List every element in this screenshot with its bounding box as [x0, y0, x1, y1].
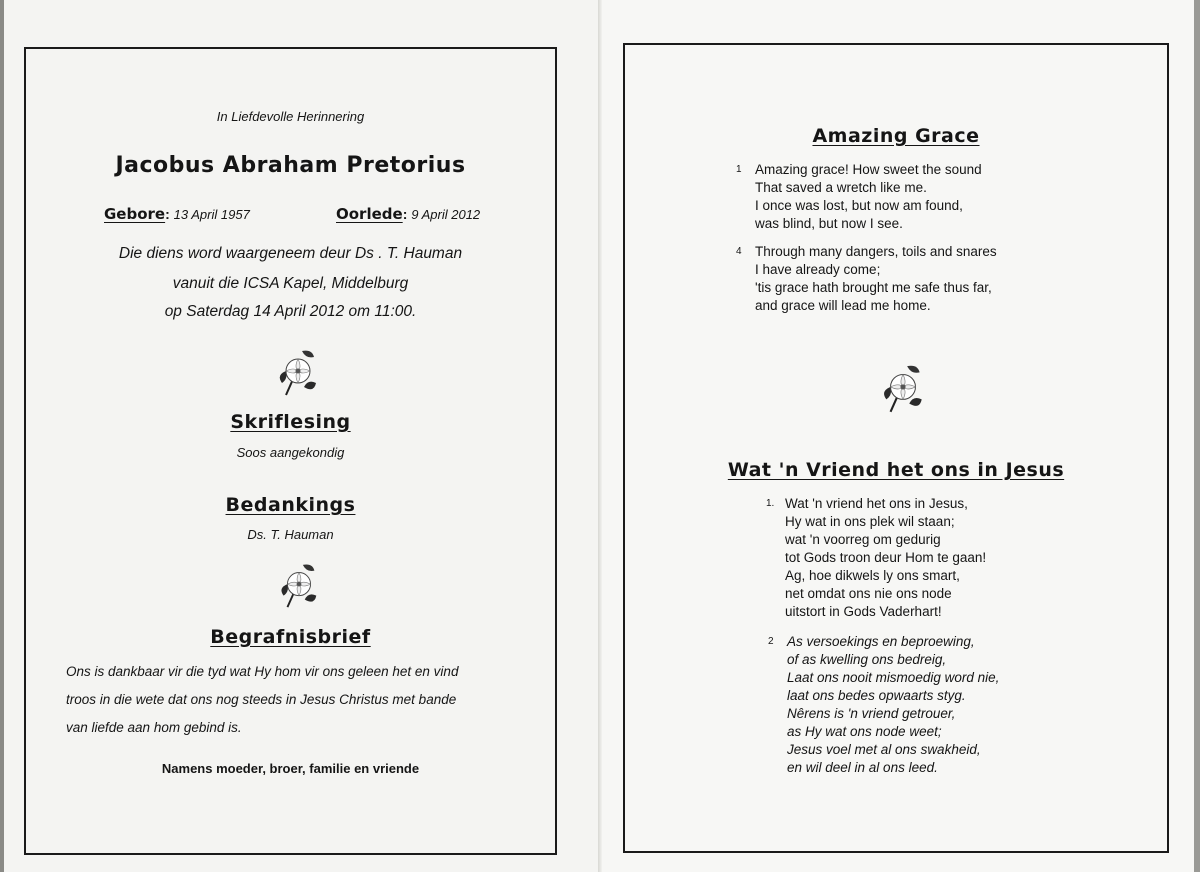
verse-line: uitstort in Gods Vaderhart!: [785, 604, 942, 619]
hymn2-verse-2: [768, 633, 1000, 777]
flower-icon: [274, 561, 324, 611]
right-panel: [623, 43, 1169, 853]
verse-line: As versoekings en beproewing,: [787, 634, 975, 649]
section-title-begrafnisbrief: Begrafnisbrief: [210, 626, 371, 648]
verse-line: Wat 'n vriend het ons in Jesus,: [785, 496, 968, 511]
hymn2-title: Wat 'n Vriend het ons in Jesus: [727, 459, 1065, 481]
letter-line: van liefde aan hom gebind is.: [66, 720, 242, 735]
verse-line: Amazing grace! How sweet the sound: [755, 162, 982, 177]
verse-line: wat 'n voorreg om gedurig: [785, 532, 941, 547]
verse-line: laat ons bedes opwaarts styg.: [787, 688, 966, 703]
verse-line: Ag, hoe dikwels ly ons smart,: [785, 568, 960, 583]
section-title-skriflesing: Skriflesing: [230, 411, 351, 433]
verse-line: Hy wat in ons plek wil staan;: [785, 514, 955, 529]
died-label: Oorlede: [336, 205, 403, 223]
verse-line: I have already come;: [755, 262, 881, 277]
flower-icon: [272, 347, 324, 399]
closing-text: Namens moeder, broer, familie en vriende: [161, 761, 420, 776]
letter-line: Ons is dankbaar vir die tyd wat Hy hom vir ons geleen het en vind: [66, 664, 459, 679]
scan-edge-right: [1194, 0, 1200, 872]
born-date: 13 April 1957: [173, 207, 250, 222]
verse-line: That saved a wretch like me.: [755, 180, 927, 195]
flower-icon: [876, 361, 930, 417]
page-fold: [598, 0, 602, 872]
verse-line: Nêrens is 'n vriend getrouer,: [787, 706, 956, 721]
left-panel: [24, 47, 557, 855]
hymn2-verse-1: [766, 495, 987, 621]
verse-line: tot Gods troon deur Hom te gaan!: [785, 550, 987, 565]
verse-line: net omdat ons nie ons node: [785, 586, 952, 601]
verse-number: 1.: [766, 498, 775, 509]
hymn1-title: Amazing Grace: [812, 125, 980, 147]
verse-line: was blind, but now I see.: [755, 216, 903, 231]
hymn1-verse-4: [736, 243, 997, 315]
letter-text: [66, 658, 526, 742]
verse-line: Laat ons nooit mismoedig word nie,: [787, 670, 1000, 685]
section-title-bedankings: Bedankings: [225, 494, 356, 516]
scan-edge-left: [0, 0, 4, 872]
service-line-1: Die diens word waargeneem deur Ds . T. Hauman: [118, 245, 463, 262]
born-label: Gebore: [104, 205, 166, 223]
section-sub-skriflesing: Soos aangekondig: [236, 445, 345, 460]
verse-line: I once was lost, but now am found,: [755, 198, 963, 213]
service-line-2: vanuit die ICSA Kapel, Middelburg: [172, 275, 409, 292]
verse-line: 'tis grace hath brought me safe thus far,: [755, 280, 992, 295]
letter-line: troos in die wete dat ons nog steeds in Jesus Christus met bande: [66, 692, 457, 707]
verse-line: as Hy wat ons node weet;: [787, 724, 942, 739]
verse-line: Through many dangers, toils and snares: [755, 244, 997, 259]
verse-number: 2: [768, 636, 774, 647]
verse-line: en wil deel in al ons leed.: [787, 760, 938, 775]
verse-line: of as kwelling ons bedreig,: [787, 652, 947, 667]
deceased-name: Jacobus Abraham Pretorius: [115, 153, 466, 178]
verse-line: and grace will lead me home.: [755, 298, 931, 313]
died-date: 9 April 2012: [411, 207, 481, 222]
section-sub-bedankings: Ds. T. Hauman: [247, 527, 334, 542]
died-row: Oorlede: 9 April 2012: [336, 205, 481, 223]
verse-line: Jesus voel met al ons swakheid,: [787, 742, 981, 757]
service-line-3: op Saterdag 14 April 2012 om 11:00.: [164, 303, 417, 320]
hymn1-verse-1: [736, 161, 982, 233]
in-memory-text: In Liefdevolle Herinnering: [216, 109, 365, 124]
verse-number: 4: [736, 246, 742, 257]
verse-number: 1: [736, 164, 742, 175]
born-row: Gebore: 13 April 1957: [104, 205, 250, 223]
